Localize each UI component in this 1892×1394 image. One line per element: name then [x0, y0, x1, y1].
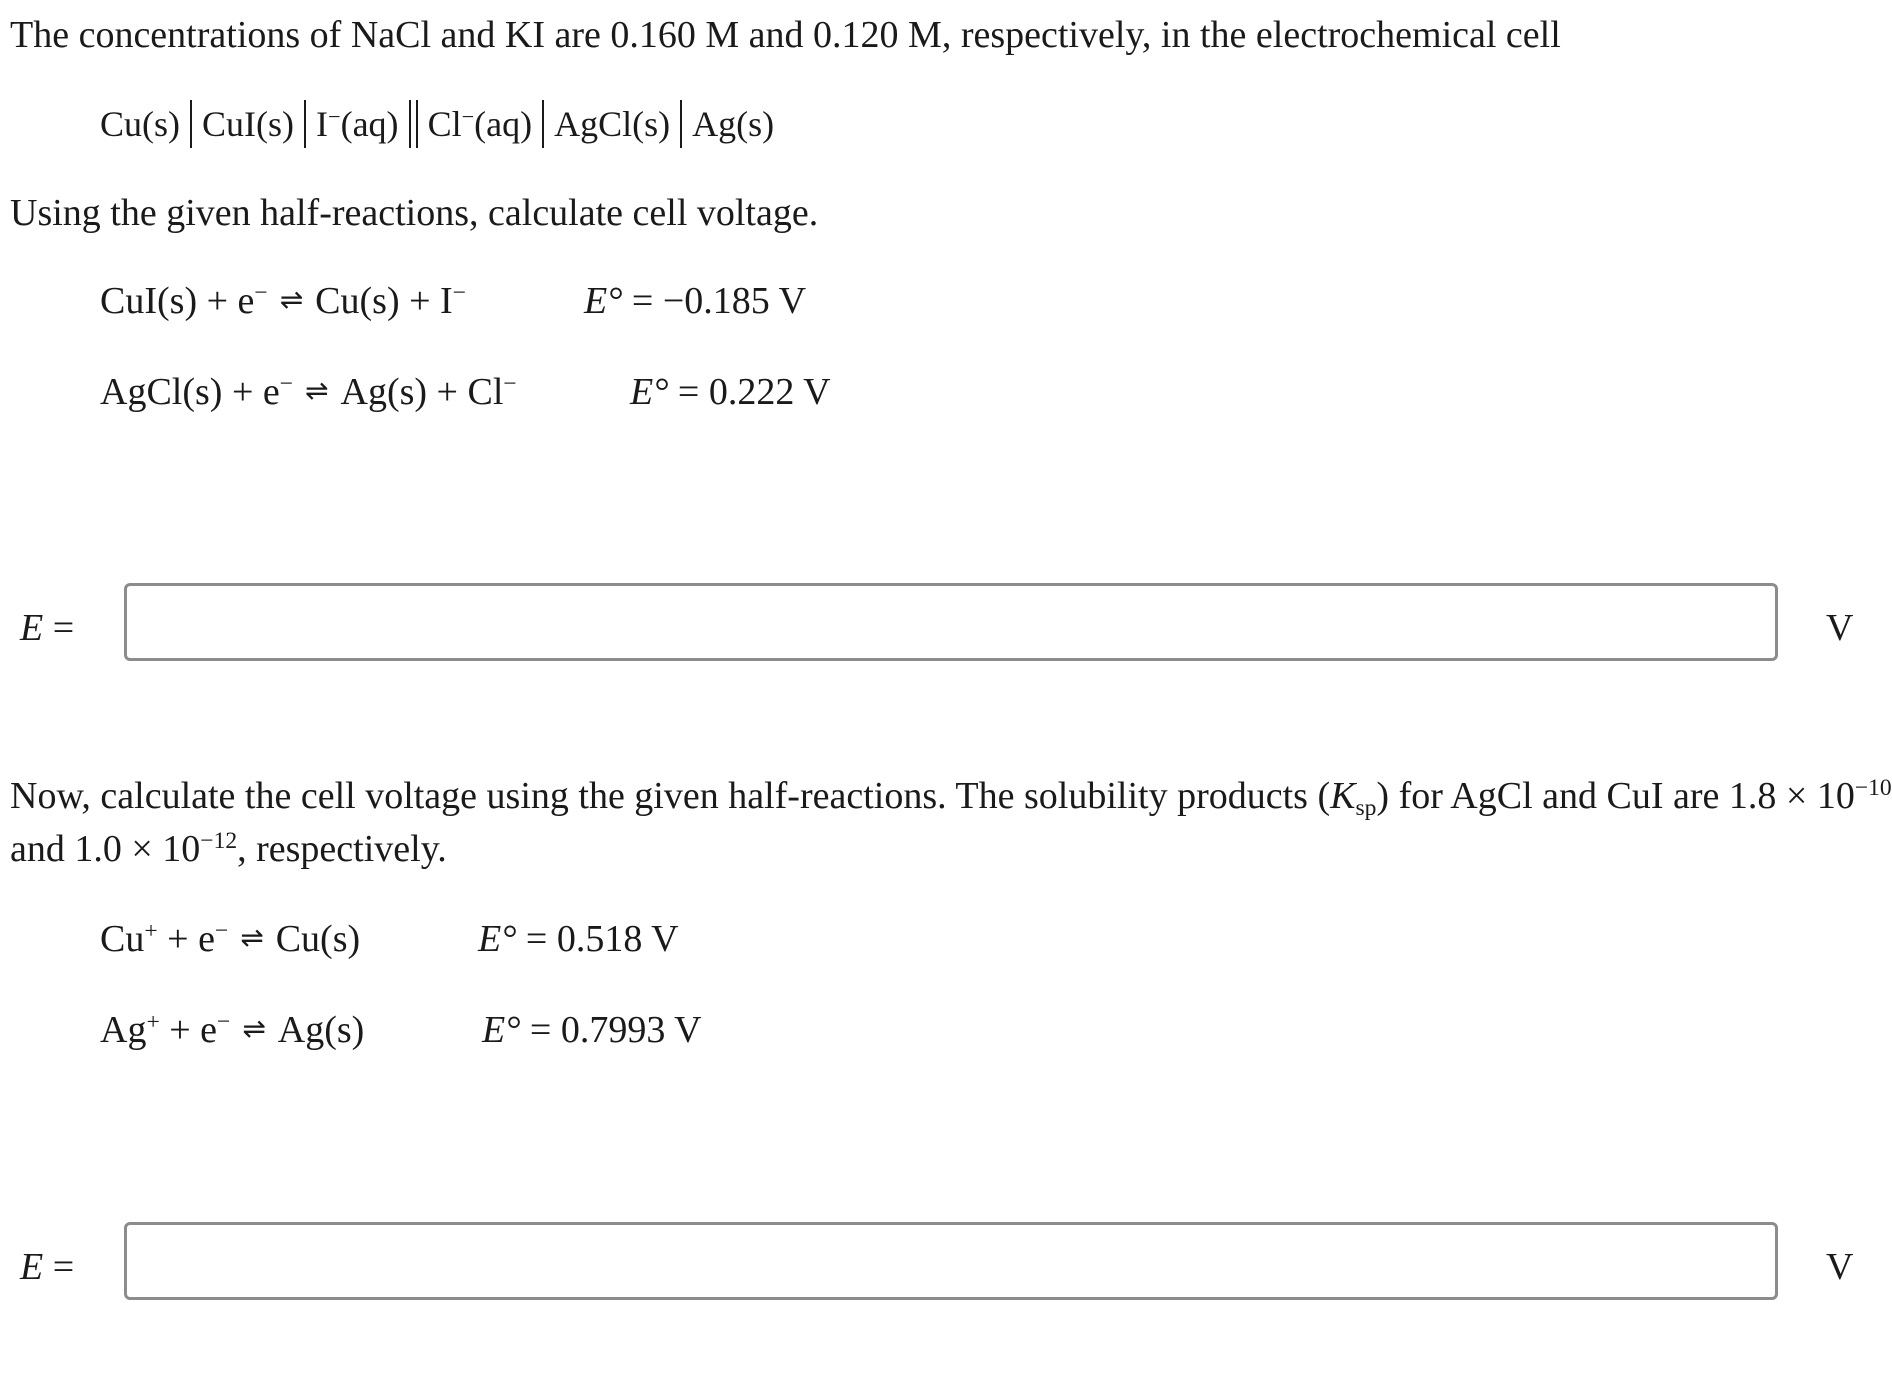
half-reaction-1-potential: E° = −0.185 V: [584, 280, 807, 322]
phase-boundary-3: [542, 100, 544, 148]
answer2-unit: V: [1826, 1246, 1854, 1288]
answer1-label: E =: [20, 607, 75, 649]
phase-boundary-4: [680, 100, 682, 148]
half-reaction-4-potential: E° = 0.7993 V: [482, 1009, 702, 1051]
cell-notation: [100, 98, 774, 150]
answer1-unit: V: [1826, 607, 1854, 649]
half-reaction-1: CuI(s) + e− ⇌ Cu(s) + I−: [100, 280, 466, 322]
cell-cathode-metal: Ag(s): [692, 104, 775, 144]
answer2-label: E =: [20, 1246, 75, 1288]
half-reaction-2: AgCl(s) + e− ⇌ Ag(s) + Cl−: [100, 371, 517, 413]
cell-iodide: I−(aq): [316, 103, 399, 144]
answer2-input[interactable]: [124, 1222, 1778, 1300]
half-reaction-3-potential: E° = 0.518 V: [478, 918, 679, 960]
half-reaction-2-potential: E° = 0.222 V: [630, 371, 831, 413]
half-reaction-4: Ag+ + e− ⇌ Ag(s): [100, 1009, 365, 1051]
salt-bridge: [409, 100, 418, 148]
intro-text: The concentrations of NaCl and KI are 0.160 M and 0.120 M, respectively, in the electrochemical cell: [10, 14, 1561, 56]
cell-anode-metal: Cu(s): [100, 104, 180, 144]
cell-chloride: Cl−(aq): [427, 103, 533, 144]
question2-text: Now, calculate the cell voltage using the given half-reactions. The solubility products $(K_{sp})$ for AgCl and CuI are $1.8 \times 10^{-10}$ and $1.0 \times 10^{-12}$, respectively.: [10, 775, 1892, 870]
phase-boundary-1: [190, 100, 192, 148]
question1-text: Using the given half-reactions, calculate cell voltage.: [10, 192, 819, 234]
cell-anode-salt: CuI(s): [202, 104, 294, 144]
cell-cathode-salt: AgCl(s): [554, 104, 671, 144]
half-reaction-3: Cu+ + e− ⇌ Cu(s): [100, 918, 361, 960]
phase-boundary-2: [304, 100, 306, 148]
answer1-input[interactable]: [124, 583, 1778, 661]
